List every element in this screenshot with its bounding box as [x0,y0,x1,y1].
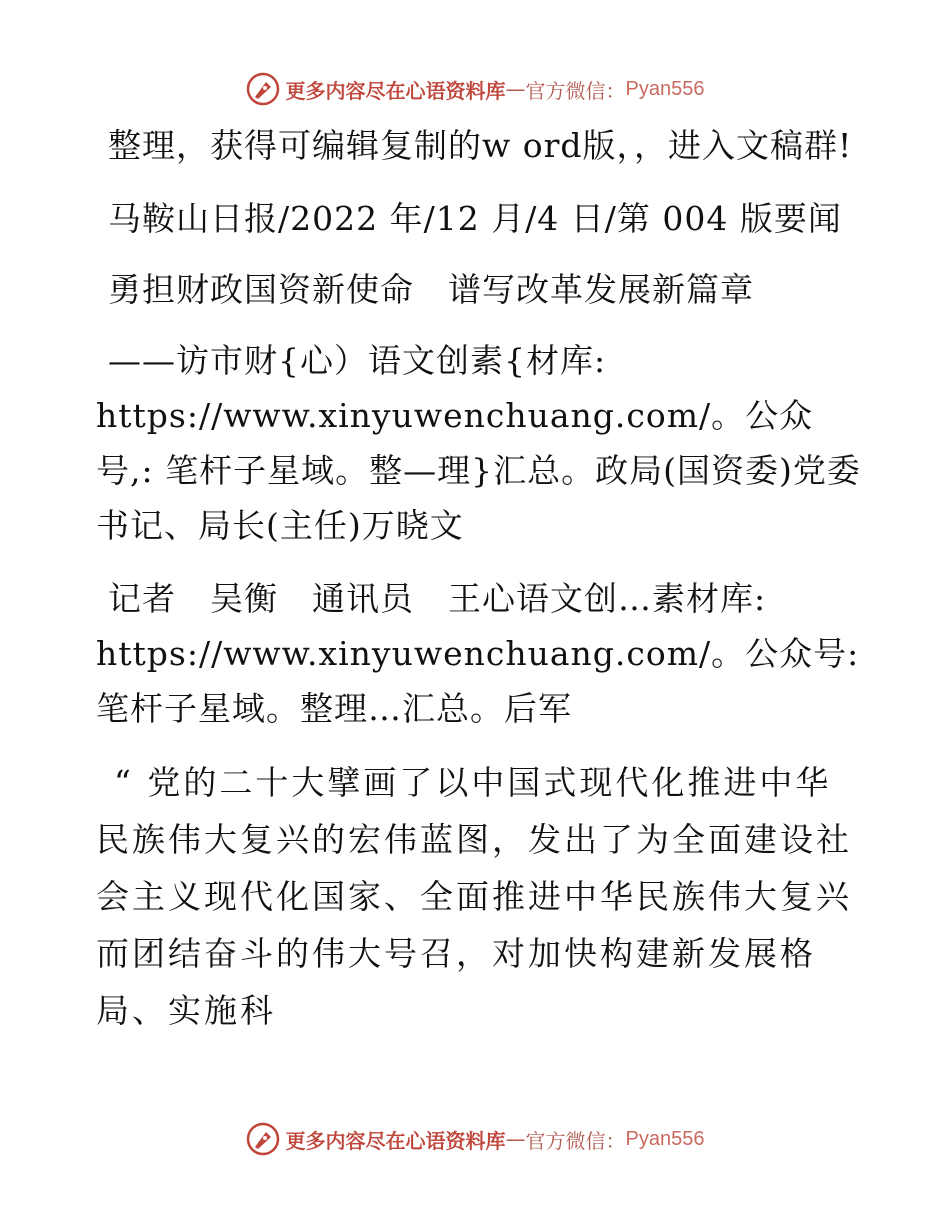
footer-watermark [0,1122,950,1156]
subtitle-paragraph: ——访市财{心）语文创素{材库: https://www.xinyuwenchuang.com/。公众号,: 笔杆子星域。整—理}汇总。政局(国资委)党委书记、局长(主任)万晓文 [96,341,861,545]
banner-separator: — [505,1127,526,1151]
body-paragraph: “ 党的二十大擘画了以中国式现代化推进中华民族伟大复兴的宏伟蓝图，发出了为全面建设社会主义现代化国家、全面推进中华民族伟大复兴而团结奋斗的伟大号召，对加快构建新发展格局、实施科 [96,763,852,1030]
banner-handle: Pyan556 [625,1127,705,1150]
pen-nib-icon [246,1122,280,1156]
banner-handle: Pyan556 [625,77,705,100]
intro-paragraph: 整理，获得可编辑复制的w ord版，，进入文稿群! [108,126,853,165]
pen-nib-icon [246,72,280,106]
banner-brand: 更多内容尽在心语资料库 [285,78,506,103]
document-body [96,118,866,1057]
banner-label: 官方微信： [525,1128,626,1153]
headline: 勇担财政国资新使命 谱写改革发展新篇章 [108,270,754,309]
banner-label: 官方微信： [525,78,626,103]
source-line: 马鞍山日报/2022 年/12 月/4 日/第 004 版要闻 [108,199,842,238]
header-watermark [0,72,950,106]
banner-separator: — [505,77,526,101]
banner-brand: 更多内容尽在心语资料库 [285,1128,506,1153]
byline-paragraph: 记者 吴衡 通讯员 王心语文创…素材库: https://www.xinyuwenchuang.com/。公众号: 笔杆子星域。整理…汇总。后军 [96,579,860,728]
